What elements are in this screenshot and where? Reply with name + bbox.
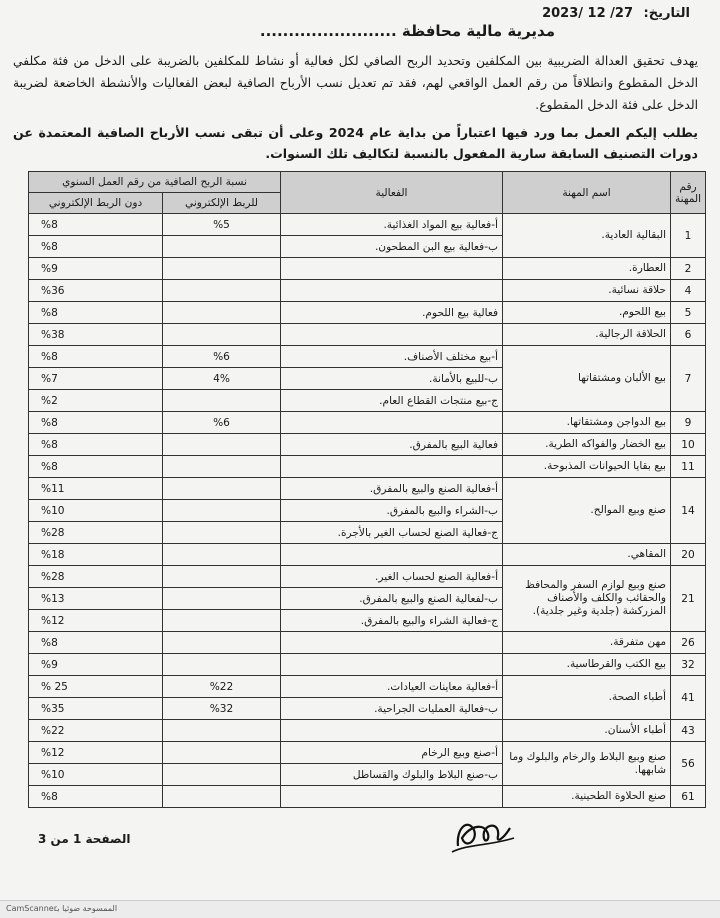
activity-name [281, 786, 503, 808]
table-row [29, 258, 706, 280]
ratio-without-link: %8 [29, 412, 163, 434]
ratio-without-link: 25 % [29, 676, 163, 698]
ratio-with-link [163, 500, 281, 522]
ratio-with-link [163, 632, 281, 654]
profession-number: 56 [671, 742, 706, 786]
table-body [29, 214, 706, 808]
activity-name [281, 654, 503, 676]
ratio-with-link [163, 236, 281, 258]
profession-name: الحلاقة الرجالية. [503, 324, 671, 346]
profession-name: البقالية العادية. [503, 214, 671, 258]
ratio-without-link: %36 [29, 280, 163, 302]
signature [448, 808, 518, 858]
table-row [29, 786, 706, 808]
activity-name: أ-فعالية الصنع والبيع بالمفرق. [281, 478, 503, 500]
table-row [29, 412, 706, 434]
activity-name: ج-بيع منتجات القطاع العام. [281, 390, 503, 412]
table-row [29, 632, 706, 654]
table-row [29, 478, 706, 500]
profession-number: 2 [671, 258, 706, 280]
activity-name [281, 412, 503, 434]
instruction-paragraph: يطلب إليكم العمل بما ورد فيها اعتباراً من بداية عام 2024 وعلى أن تبقى نسب الأرباح الصافية المعتمدة عن دورات التصنيف السابقة سارية المفعول بالنسبة لتكاليف تلك السنوات. [13, 125, 698, 161]
table-row [29, 280, 706, 302]
ratio-without-link: %8 [29, 236, 163, 258]
date-value: 2023/ 12 /27 [542, 6, 633, 21]
ratio-without-link: %13 [29, 588, 163, 610]
ratio-without-link: %12 [29, 610, 163, 632]
activity-name [281, 720, 503, 742]
profession-number: 11 [671, 456, 706, 478]
activity-name: ب-الشراء والبيع بالمفرق. [281, 500, 503, 522]
profession-number: 1 [671, 214, 706, 258]
activity-name [281, 544, 503, 566]
profession-name: بيع بقايا الحيوانات المذبوحة. [503, 456, 671, 478]
ratio-with-link: %32 [163, 698, 281, 720]
scanner-watermark [0, 900, 720, 918]
ratio-with-link [163, 610, 281, 632]
activity-name: ب-لفعالية الصنع والبيع بالمفرق. [281, 588, 503, 610]
activity-name: ب-صنع البلاط والبلوك والقساطل [281, 764, 503, 786]
table-row [29, 302, 706, 324]
activity-name: فعالية بيع اللحوم. [281, 302, 503, 324]
ratio-without-link: %28 [29, 566, 163, 588]
activity-name [281, 456, 503, 478]
activity-name: ب-فعالية العمليات الجراحية. [281, 698, 503, 720]
ratio-without-link: %8 [29, 456, 163, 478]
ratio-with-link [163, 280, 281, 302]
ratio-with-link [163, 764, 281, 786]
ratio-with-link [163, 434, 281, 456]
activity-name: ج-فعالية الشراء والبيع بالمفرق. [281, 610, 503, 632]
ratio-with-link: 4% [163, 368, 281, 390]
activity-name: ج-فعالية الصنع لحساب الغير بالأجرة. [281, 522, 503, 544]
ratio-without-link: %8 [29, 302, 163, 324]
profession-number: 14 [671, 478, 706, 544]
table-row [29, 566, 706, 588]
ratio-with-link: %6 [163, 346, 281, 368]
activity-name: أ-بيع مختلف الأصناف. [281, 346, 503, 368]
profession-number: 20 [671, 544, 706, 566]
activity-name [281, 280, 503, 302]
ratio-without-link: %18 [29, 544, 163, 566]
ratio-with-link [163, 588, 281, 610]
profession-name: مهن متفرقة. [503, 632, 671, 654]
profession-number: 4 [671, 280, 706, 302]
ratio-with-link [163, 544, 281, 566]
profession-name: صنع الحلاوة الطحينية. [503, 786, 671, 808]
table-row [29, 654, 706, 676]
ratio-without-link: %38 [29, 324, 163, 346]
ratio-without-link: %28 [29, 522, 163, 544]
activity-name: أ-فعالية الصنع لحساب الغير. [281, 566, 503, 588]
profession-name: صنع وبيع لوازم السفر والمحافظ والحقائب والكلف والأصناف المزركشة (جلدية وغير جلدية). [503, 566, 671, 632]
profession-name: بيع الخضار والفواكه الطرية. [503, 434, 671, 456]
table-row [29, 720, 706, 742]
ratio-with-link [163, 522, 281, 544]
profession-number: 10 [671, 434, 706, 456]
profession-name: بيع الكتب والقرطاسية. [503, 654, 671, 676]
intro-paragraph: يهدف تحقيق العدالة الضريبية بين المكلفين وتحديد الربح الصافي لكل فعالية أو نشاط للمكلفين بالضريبة على الدخل من فئة مكلفي الدخل المقطوع وانطلاقاً من رقم العمل الواقعي لهم، فقد تم تعديل نسب الأرباح الصافية لبعض الفعاليات والأنشطة الخاضعة لضريبة الدخل على فئة الدخل المقطوع. [13, 54, 698, 112]
profession-number: 21 [671, 566, 706, 632]
ratio-with-link: %6 [163, 412, 281, 434]
ratio-with-link [163, 456, 281, 478]
profession-name: أطباء الصحة. [503, 676, 671, 720]
ratio-without-link: %7 [29, 368, 163, 390]
profession-name: المقاهي. [503, 544, 671, 566]
ratio-with-link [163, 390, 281, 412]
ratio-with-link [163, 258, 281, 280]
profession-number: 5 [671, 302, 706, 324]
ratio-with-link [163, 566, 281, 588]
ratio-with-link [163, 720, 281, 742]
table-row [29, 742, 706, 764]
profession-name: بيع الدواجن ومشتقاتها. [503, 412, 671, 434]
profession-name: صنع وبيع الموالح. [503, 478, 671, 544]
table-row [29, 346, 706, 368]
ratio-without-link: %10 [29, 764, 163, 786]
table-row [29, 544, 706, 566]
scanner-brand: CamScanner [6, 904, 58, 913]
ratio-without-link: %9 [29, 258, 163, 280]
ratio-without-link: %11 [29, 478, 163, 500]
date-label: التاريخ: [643, 6, 690, 21]
ratio-with-link [163, 654, 281, 676]
ratio-without-link: %35 [29, 698, 163, 720]
profit-ratio-table [28, 171, 706, 808]
header-without-link: دون الربط الإلكتروني [29, 193, 163, 214]
date-line [536, 6, 690, 21]
activity-name: أ-فعالية معاينات العيادات. [281, 676, 503, 698]
ratio-without-link: %12 [29, 742, 163, 764]
ratio-without-link: %8 [29, 434, 163, 456]
profession-name: حلاقة نسائية. [503, 280, 671, 302]
profession-name: بيع اللحوم. [503, 302, 671, 324]
scanner-note: الممسوحة ضوئيا بـ [55, 904, 118, 913]
profession-number: 9 [671, 412, 706, 434]
profession-number: 7 [671, 346, 706, 412]
activity-name: ب-للبيع بالأمانة. [281, 368, 503, 390]
table-row [29, 434, 706, 456]
ratio-with-link [163, 786, 281, 808]
profession-name: أطباء الأسنان. [503, 720, 671, 742]
document-title: مديرية مالية محافظة ........................ [259, 22, 555, 40]
ratio-with-link [163, 302, 281, 324]
ratio-with-link: %5 [163, 214, 281, 236]
profession-number: 41 [671, 676, 706, 720]
activity-name: أ-فعالية بيع المواد الغذائية. [281, 214, 503, 236]
profession-number: 26 [671, 632, 706, 654]
ratio-without-link: %8 [29, 346, 163, 368]
page-number: الصفحة 1 من 3 [38, 832, 131, 846]
ratio-with-link [163, 478, 281, 500]
header-profession: اسم المهنة [503, 172, 671, 214]
table-row [29, 676, 706, 698]
activity-name: فعالية البيع بالمفرق. [281, 434, 503, 456]
ratio-without-link: %9 [29, 654, 163, 676]
profession-number: 61 [671, 786, 706, 808]
table-row [29, 456, 706, 478]
ratio-with-link: %22 [163, 676, 281, 698]
profession-number: 6 [671, 324, 706, 346]
header-ratio-group: نسبة الربح الصافية من رقم العمل السنوي [29, 172, 281, 193]
header-number: رقم المهنة [671, 172, 706, 214]
activity-name: ب-فعالية بيع البن المطحون. [281, 236, 503, 258]
profession-number: 43 [671, 720, 706, 742]
activity-name: أ-صنع وبيع الرخام [281, 742, 503, 764]
ratio-without-link: %10 [29, 500, 163, 522]
ratio-with-link [163, 324, 281, 346]
profession-name: صنع وبيع البلاط والرخام والبلوك وما شابهها. [503, 742, 671, 786]
table-row [29, 324, 706, 346]
profession-number: 32 [671, 654, 706, 676]
ratio-without-link: %8 [29, 632, 163, 654]
activity-name [281, 258, 503, 280]
activity-name [281, 632, 503, 654]
ratio-without-link: %8 [29, 214, 163, 236]
table-row [29, 214, 706, 236]
activity-name [281, 324, 503, 346]
profession-name: العطارة. [503, 258, 671, 280]
header-with-link: للربط الإلكتروني [163, 193, 281, 214]
profession-name: بيع الألبان ومشتقاتها [503, 346, 671, 412]
header-activity: الفعالية [281, 172, 503, 214]
ratio-with-link [163, 742, 281, 764]
ratio-without-link: %8 [29, 786, 163, 808]
ratio-without-link: %22 [29, 720, 163, 742]
ratio-without-link: %2 [29, 390, 163, 412]
